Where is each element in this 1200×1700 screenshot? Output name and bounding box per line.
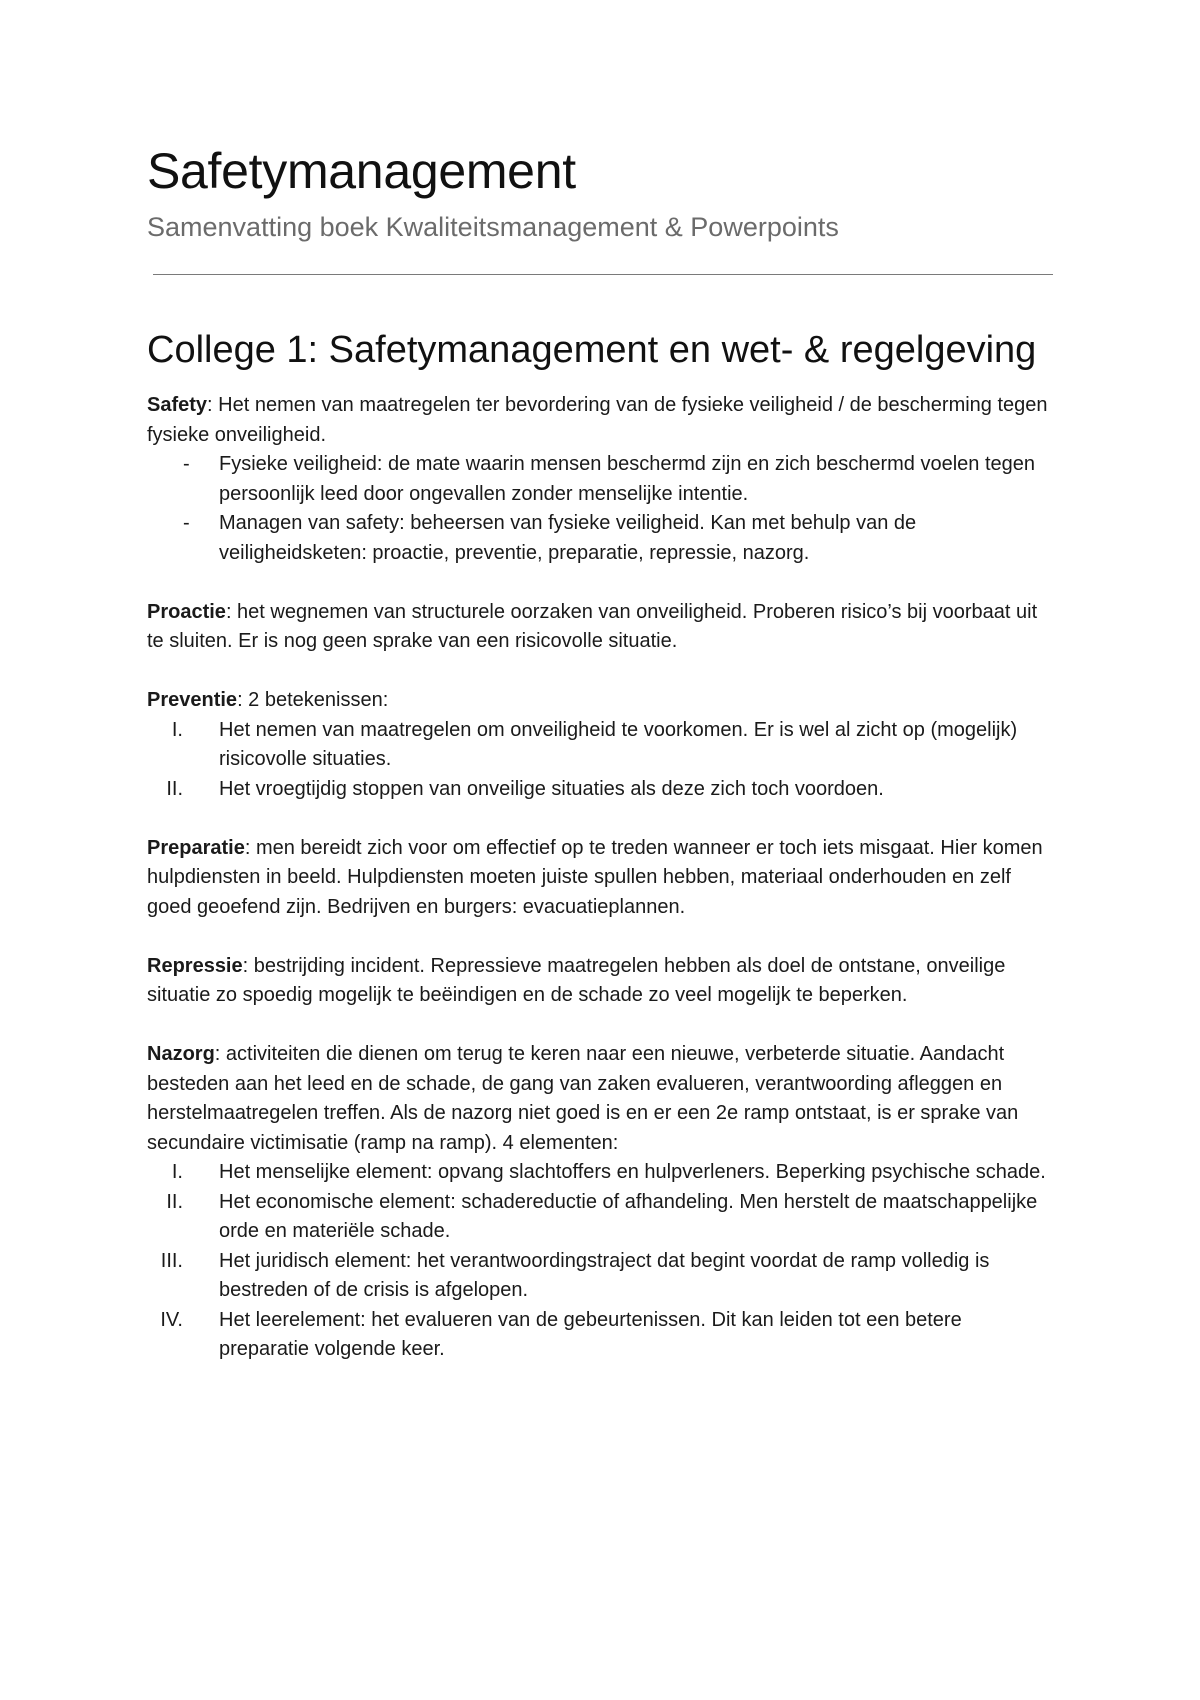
document-page: [147, 140, 1053, 1394]
list-item-text: Het economische element: schadereductie of afhandeling. Men herstelt de maatschappelijke orde en materiële schade.: [219, 1190, 1038, 1242]
list-item: [147, 1247, 1053, 1306]
nazorg-block: [147, 1040, 1053, 1365]
safety-block: [147, 391, 1053, 568]
repressie-block: [147, 952, 1053, 1011]
preventie-block: [147, 686, 1053, 804]
list-item-text: Het menselijke element: opvang slachtoffers en hulpverleners. Beperking psychische schade.: [219, 1161, 1046, 1183]
list-item-text: Het leerelement: het evalueren van de gebeurtenissen. Dit kan leiden tot een betere preparatie volgende keer.: [219, 1308, 962, 1360]
roman-marker: I.: [171, 1161, 183, 1183]
list-item: [147, 450, 1053, 509]
document-subtitle: Samenvatting boek Kwaliteitsmanagement & Powerpoints: [147, 212, 839, 242]
preparatie-term: Preparatie: [147, 836, 245, 859]
preventie-numbered-list: [147, 716, 1053, 805]
list-item: [147, 775, 1053, 805]
list-item: [147, 1188, 1053, 1247]
list-item: [147, 1306, 1053, 1365]
nazorg-numbered-list: [147, 1158, 1053, 1365]
document-title: Safetymanagement: [147, 143, 576, 199]
title-divider: [153, 274, 1053, 275]
roman-marker: III.: [160, 1249, 183, 1272]
roman-marker: IV.: [160, 1308, 183, 1331]
preparatie-definition: [147, 834, 1053, 923]
roman-marker: I.: [171, 718, 183, 741]
safety-definition: [147, 391, 1053, 450]
section-heading: College 1: Safetymanagement en wet- & regelgeving: [147, 329, 1037, 371]
repressie-text: : bestrijding incident. Repressieve maatregelen hebben als doel de ontstane, onveilige situatie zo spoedig mogelijk te beëindigen en de schade zo veel mogelijk te beperken.: [147, 954, 1006, 1006]
nazorg-definition: [147, 1040, 1053, 1158]
nazorg-term: Nazorg: [147, 1043, 215, 1065]
proactie-block: [147, 598, 1053, 657]
preparatie-block: [147, 834, 1053, 923]
dash-marker: -: [183, 453, 190, 475]
list-item-text: Fysieke veiligheid: de mate waarin mensen beschermd zijn en zich beschermd voelen tegen persoonlijk leed door ongevallen zonder menselijke intentie.: [219, 453, 1035, 505]
safety-term: Safety: [147, 394, 208, 416]
proactie-definition: [147, 598, 1053, 657]
roman-marker: II.: [166, 1190, 183, 1213]
list-item-text: Het vroegtijdig stoppen van onveilige situaties als deze zich toch voordoen.: [219, 777, 884, 800]
proactie-term: Proactie: [147, 600, 226, 623]
list-item-text: Managen van safety: beheersen van fysieke veiligheid. Kan met behulp van de veiligheidsketen: proactie, preventie, preparatie, repressie, nazorg.: [219, 512, 917, 564]
preparatie-text: : men bereidt zich voor om effectief op te treden wanneer er toch iets misgaat. Hier komen hulpdiensten in beeld. Hulpdiensten moeten juiste spullen hebben, materiaal onderhouden en zelf goed geoefend zijn. Bedrijven en burgers: evacuatieplannen.: [147, 836, 1043, 918]
repressie-term: Repressie: [147, 954, 243, 977]
nazorg-text: : activiteiten die dienen om terug te keren naar een nieuwe, verbeterde situatie. Aandacht besteden aan het leed en de schade, de gang van zaken evalueren, verantwoording afleggen en herstelmaatregelen treffen. Als de nazorg niet goed is en er een 2e ramp ontstaat, is er sprake van secundaire victimisatie (ramp na ramp). 4 elementen:: [147, 1043, 1019, 1154]
preventie-definition: [147, 686, 1053, 716]
safety-text: : Het nemen van maatregelen ter bevordering van de fysieke veiligheid / de bescherming tegen fysieke onveiligheid.: [147, 394, 1048, 446]
repressie-definition: [147, 952, 1053, 1011]
preventie-text: : 2 betekenissen:: [237, 689, 389, 711]
safety-bullet-list: [147, 450, 1053, 568]
roman-marker: II.: [166, 777, 183, 800]
list-item-text: Het juridisch element: het verantwoordingstraject dat begint voordat de ramp volledig is bestreden of de crisis is afgelopen.: [219, 1249, 990, 1301]
list-item: [147, 716, 1053, 775]
dash-marker: -: [183, 512, 190, 534]
proactie-text: : het wegnemen van structurele oorzaken van onveiligheid. Proberen risico’s bij voorbaat uit te sluiten. Er is nog geen sprake van een risicovolle situatie.: [147, 600, 1038, 652]
list-item-text: Het nemen van maatregelen om onveiligheid te voorkomen. Er is wel al zicht op (mogelijk) risicovolle situaties.: [219, 718, 1018, 770]
preventie-term: Preventie: [147, 689, 238, 711]
list-item: [147, 1158, 1053, 1188]
list-item: [147, 509, 1053, 568]
